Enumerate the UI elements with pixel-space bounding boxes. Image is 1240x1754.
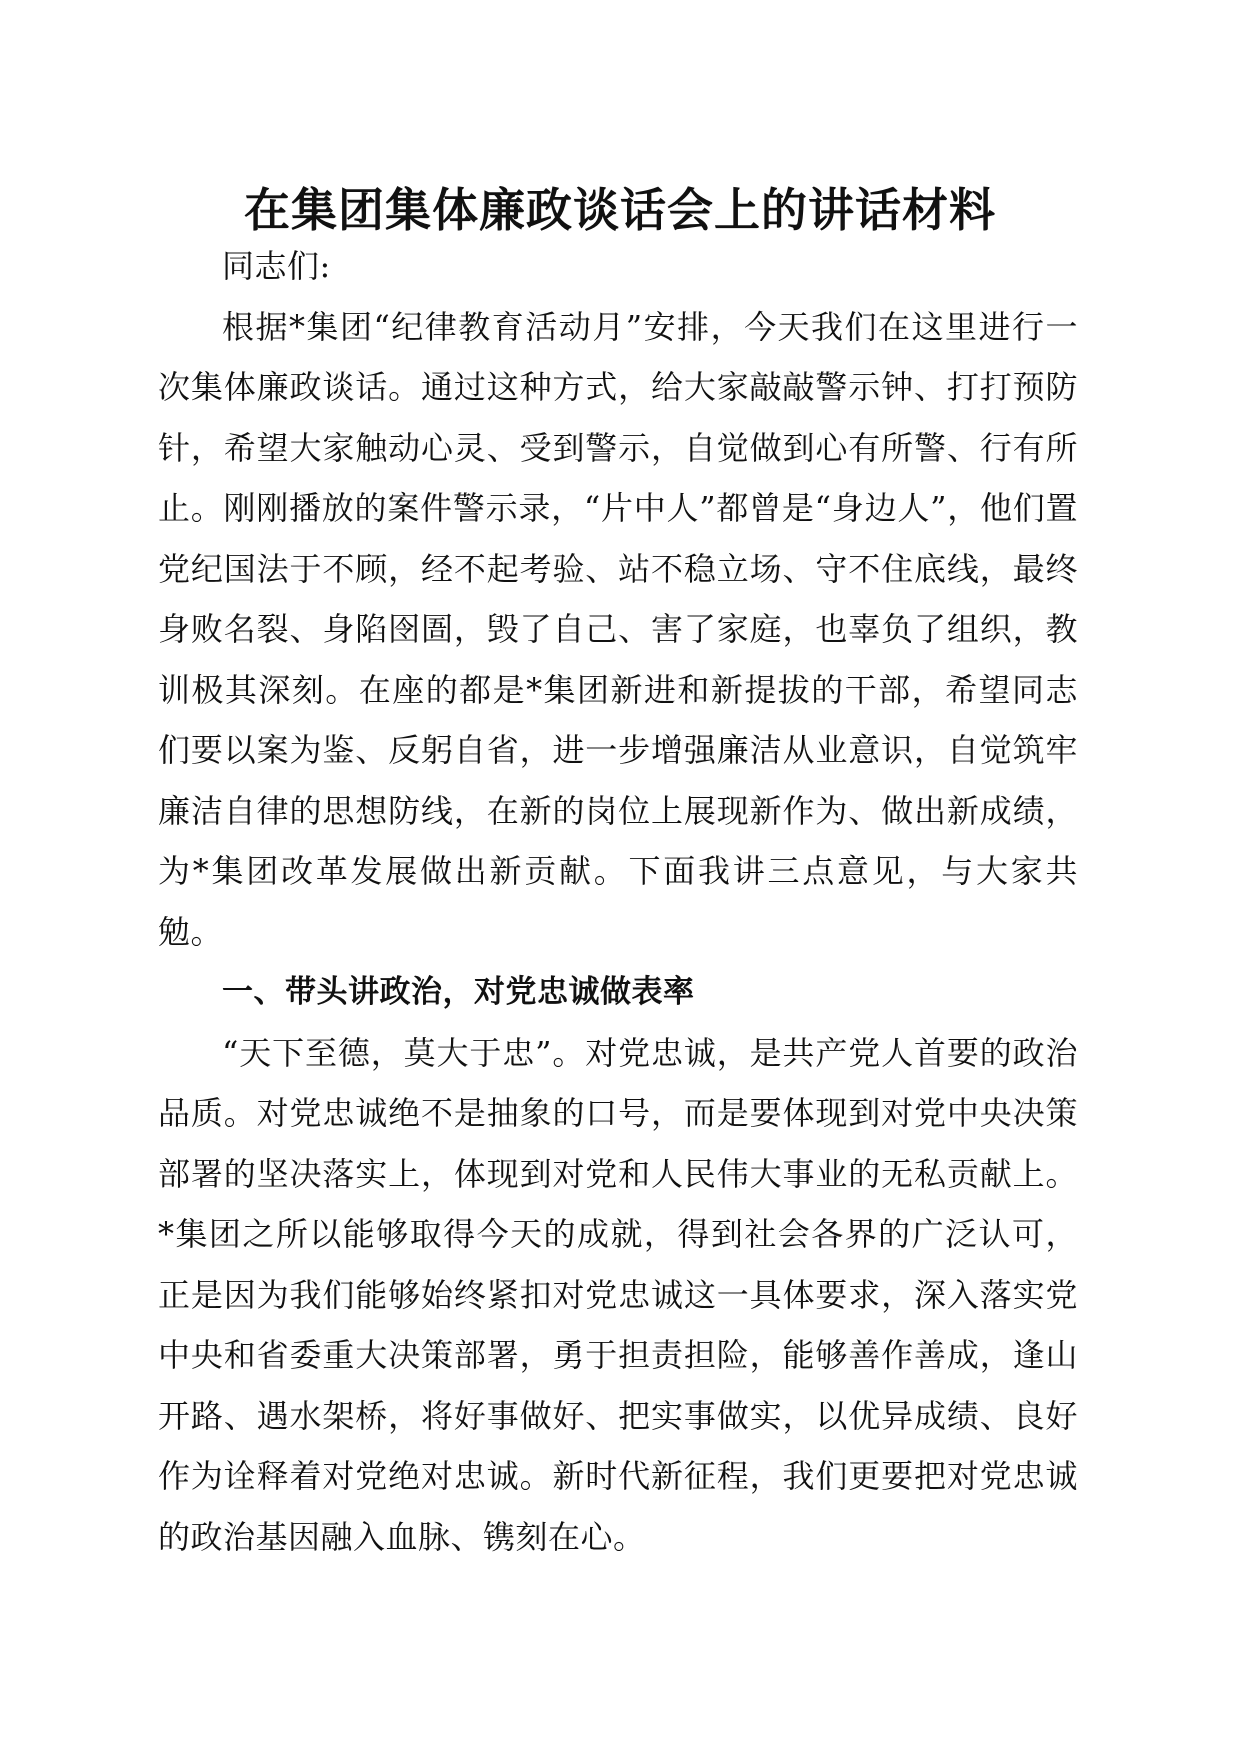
document-body <box>158 236 1078 1567</box>
salutation: 同志们: <box>222 247 331 285</box>
document-title: 在集团集体廉政谈话会上的讲话材料 <box>244 183 996 237</box>
section-1-paragraph: “天下至德，莫大于忠”。对党忠诚，是共产党人首要的政治品质。对党忠诚绝不是抽象的口号，而是要体现到对党中央决策部署的坚决落实上，体现到对党和人民伟大事业的无私贡献上。*集团之所以能够取得今天的成就，得到社会各界的广泛认可，正是因为我们能够始终紧扣对党忠诚这一具体要求，深入落实党中央和省委重大决策部署，勇于担责担险，能够善作善成，逢山开路、遇水架桥，将好事做好、把实事做实，以优异成绩、良好作为诠释着对党绝对忠诚。新时代新征程，我们更要把对党忠诚的政治基因融入血脉、镌刻在心。 <box>158 1033 1078 1556</box>
intro-paragraph: 根据*集团“纪律教育活动月”安排，今天我们在这里进行一次集体廉政谈话。通过这种方式，给大家敲敲警示钟、打打预防针，希望大家触动心灵、受到警示，自觉做到心有所警、行有所止。刚刚播放的案件警示录，“片中人”都曾是“身边人”，他们置党纪国法于不顾，经不起考验、站不稳立场、守不住底线，最终身败名裂、身陷囹圄，毁了自己、害了家庭，也辜负了组织，教训极其深刻。在座的都是*集团新进和新提拔的干部，希望同志们要以案为鉴、反躬自省，进一步增强廉洁从业意识，自觉筑牢廉洁自律的思想防线，在新的岗位上展现新作为、做出新成绩，为*集团改革发展做出新贡献。下面我讲三点意见，与大家共勉。 <box>158 307 1078 951</box>
section-1-heading: 一、带头讲政治，对党忠诚做表率 <box>222 974 695 1010</box>
